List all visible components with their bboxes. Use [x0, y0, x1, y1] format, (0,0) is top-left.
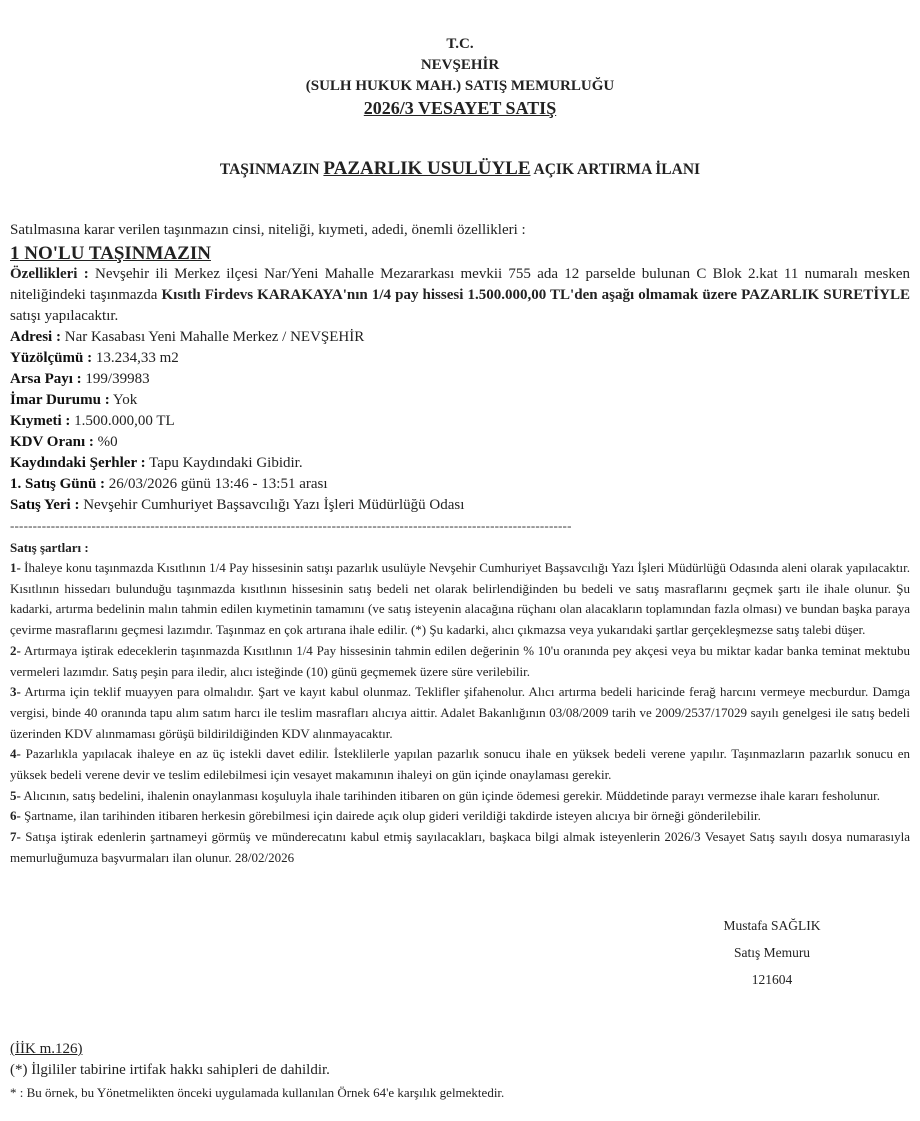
- field-area: [10, 348, 910, 369]
- features-text-1: Nevşehir ili Merkez ilçesi Nar/Yeni Mahalle Mezararkası mevkii 755 ada 12 parselde bulunan C Blok 2.kat 11 numaralı mesken niteliğindeki taşınmazda: [10, 266, 910, 303]
- condition-text: Satışa iştirak edenlerin şartnameyi görmüş ve münderecatını kabul etmiş sayılacakları, başkaca bilgi almak isteyenlerin 2026/3 Vesayet Satış sayılı dosya numarasıyla memurluğumuza başvurmaları ilan olunur. 28/02/2026: [10, 829, 910, 865]
- field-address: [10, 327, 910, 348]
- field-value: %0: [93, 434, 118, 450]
- signature-number: 121604: [751, 972, 793, 987]
- intro-text: Satılmasına karar verilen taşınmazın cinsi, niteliği, kıymeti, adedi, önemli özellikleri :: [10, 222, 526, 238]
- condition-number: 2-: [10, 642, 21, 658]
- condition-number: 4-: [10, 746, 21, 762]
- field-sale-place: [10, 495, 910, 516]
- field-value: 199/39983: [81, 371, 150, 387]
- condition-text: İhaleye konu taşınmazda Kısıtlının 1/4 Pay hissesinin satışı pazarlık usulüyle Nevşehir Cumhuriyet Başsavcılığı Yazı İşleri Müdürlüğü Odasında aleni olarak yapılacaktır. Kısıtlının hissedarı bulunduğu taşınmazda kısıtlının hissesinin satış bedeli net olarak belirlendiğinden bu bedeli ve satış masraflarını geçmek şartı ile ihale olunur. Şu kadarki, artırma bedelinin malın tahmin edilen kıymetinin tamamını (ve satış isteyenin alacağına rüçhanı olan alacakların toplamından fazla olması) ve bundan başka paraya çevirme masraflarını geçmesi lazımdır. Taşınmaz en çok artırana ihale edilir. (*) Şu kadarki, alıcı çıkmazsa veya yukarıdaki şartlar gerçekleşmezse satış talebi düşer.: [10, 560, 910, 638]
- field-annotations: [10, 453, 910, 474]
- footer-legal-reference: (İİK m.126): [10, 1041, 83, 1057]
- field-zoning: [10, 390, 910, 411]
- header-tc: T.C.: [446, 36, 474, 52]
- condition-item: [10, 806, 910, 827]
- field-label: Arsa Payı :: [10, 371, 82, 387]
- footer-note-form: * : Bu örnek, bu Yönetmelikten önceki uygulamada kullanılan Örnek 64'e karşılık gelmektedir.: [10, 1085, 505, 1100]
- field-value: 1.500.000,00 TL: [70, 413, 175, 429]
- property-features: [10, 264, 910, 327]
- condition-item: [10, 827, 910, 868]
- features-text-2: satışı yapılacaktır.: [10, 308, 119, 324]
- condition-number: 1-: [10, 560, 21, 575]
- condition-text: Artırma için teklif muayyen para olmalıdır. Şart ve kayıt kabul olunmaz. Teklifler şifahenolur. Alıcı artırma bedeli haricinde ferağ harcını vermeye mecburdur. Damga vergisi, binde 40 oranında tapu alım satım harcı ile teslim masrafları alıcıya aittir. Adalet Bakanlığının 03/08/2009 tarih ve 2009/2537/17029 sayılı genelgesi ile satış bedeli üzerinden KDV alınmaması görüşü bildirildiğinden KDV alınmayacaktır.: [10, 684, 910, 741]
- condition-number: 6-: [10, 808, 21, 824]
- condition-text: Artırmaya iştirak edeceklerin taşınmazda Kısıtlının 1/4 Pay hissesinin tahmin edilen değerinin % 10'u oranında pey akçesi veya bu miktar kadar banka teminat mektubu vermeleri lazımdır. Satış peşin para iledir, alıcı isteğinde (10) günü geçmemek üzere süre verilebilir.: [10, 642, 910, 679]
- condition-text: Alıcının, satış bedelini, ihalenin onaylanması koşuluyla ihale tarihinden itibaren on gün içinde ödemesi gerekir. Müddetinde parayı vermezse ihale kararı fesholunur.: [20, 787, 881, 803]
- field-value: Yok: [109, 392, 138, 408]
- announcement-title: [10, 158, 910, 180]
- field-land-share: [10, 369, 910, 390]
- condition-item: [10, 682, 910, 744]
- condition-number: 7-: [10, 829, 21, 845]
- announcement-title-pre: TAŞINMAZIN: [219, 161, 324, 178]
- features-bold-text: Kısıtlı Firdevs KARAKAYA'nın 1/4 pay hissesi 1.500.000,00 TL'den aşağı olmamak üzere PAZARLIK SURETİYLE: [161, 287, 910, 303]
- condition-item: [10, 786, 910, 807]
- separator-line: ----------------------------------------------------------------------------------------------------------------------------: [10, 518, 572, 533]
- field-value: Nevşehir Cumhuriyet Başsavcılığı Yazı İşleri Müdürlüğü Odası: [79, 497, 465, 513]
- field-label: Kıymeti :: [10, 413, 71, 429]
- field-label: KDV Oranı :: [10, 434, 94, 450]
- field-label: Satış Yeri :: [10, 497, 80, 513]
- condition-item: [10, 558, 910, 641]
- field-label: Adresi :: [10, 329, 61, 345]
- field-label: 1. Satış Günü :: [10, 476, 106, 492]
- header-city: NEVŞEHİR: [420, 57, 500, 73]
- condition-number: 3-: [10, 684, 21, 700]
- property-title: 1 NO'LU TAŞINMAZIN: [10, 243, 211, 264]
- field-value: 13.234,33 m2: [92, 350, 179, 366]
- property-details: [10, 264, 910, 516]
- field-value: Nar Kasabası Yeni Mahalle Merkez / NEVŞEHİR: [60, 329, 365, 345]
- field-value: 26/03/2026 günü 13:46 - 13:51 arası: [105, 476, 328, 492]
- field-value-amount: [10, 411, 910, 432]
- condition-text: Pazarlıkla yapılacak ihaleye en az üç istekli davet edilir. İsteklilerle yapılan pazarlık sonucu ihale en yüksek bedeli verene yapılır. Taşınmazların pazarlık sonucu en yüksek bedeli verene devir ve teslim edilebilmesi için vesayet makamının ihaleyi on gün içinde onaylaması gerekir.: [10, 746, 910, 783]
- field-label: İmar Durumu :: [10, 392, 110, 408]
- conditions-title: Satış şartları :: [10, 540, 89, 555]
- features-label: Özellikleri :: [10, 266, 89, 282]
- field-vat-rate: [10, 432, 910, 453]
- signature-name: Mustafa SAĞLIK: [723, 918, 821, 933]
- condition-item: [10, 744, 910, 785]
- footer: [10, 1039, 910, 1103]
- condition-text: Şartname, ilan tarihinden itibaren herkesin görebilmesi için dairede açık olup gideri verildiği takdirde isteyen alıcıya bir örneği gönderilebilir.: [20, 808, 761, 824]
- field-sale-date: [10, 474, 910, 495]
- announcement-title-emphasis: PAZARLIK USULÜYLE: [323, 158, 531, 179]
- document-header: [10, 34, 910, 120]
- header-case-number: 2026/3 VESAYET SATIŞ: [363, 98, 557, 118]
- sale-conditions: [10, 538, 910, 869]
- field-value: Tapu Kaydındaki Gibidir.: [145, 455, 303, 471]
- condition-item: [10, 641, 910, 682]
- header-office: (SULH HUKUK MAH.) SATIŞ MEMURLUĞU: [305, 78, 615, 94]
- condition-number: 5-: [10, 787, 21, 803]
- field-label: Yüzölçümü :: [10, 350, 93, 366]
- signature-title: Satış Memuru: [733, 945, 811, 960]
- announcement-title-post: AÇIK ARTIRMA İLANI: [530, 161, 701, 178]
- field-label: Kaydındaki Şerhler :: [10, 455, 146, 471]
- footer-note-stakeholders: (*) İlgililer tabirine irtifak hakkı sahipleri de dahildir.: [10, 1062, 330, 1078]
